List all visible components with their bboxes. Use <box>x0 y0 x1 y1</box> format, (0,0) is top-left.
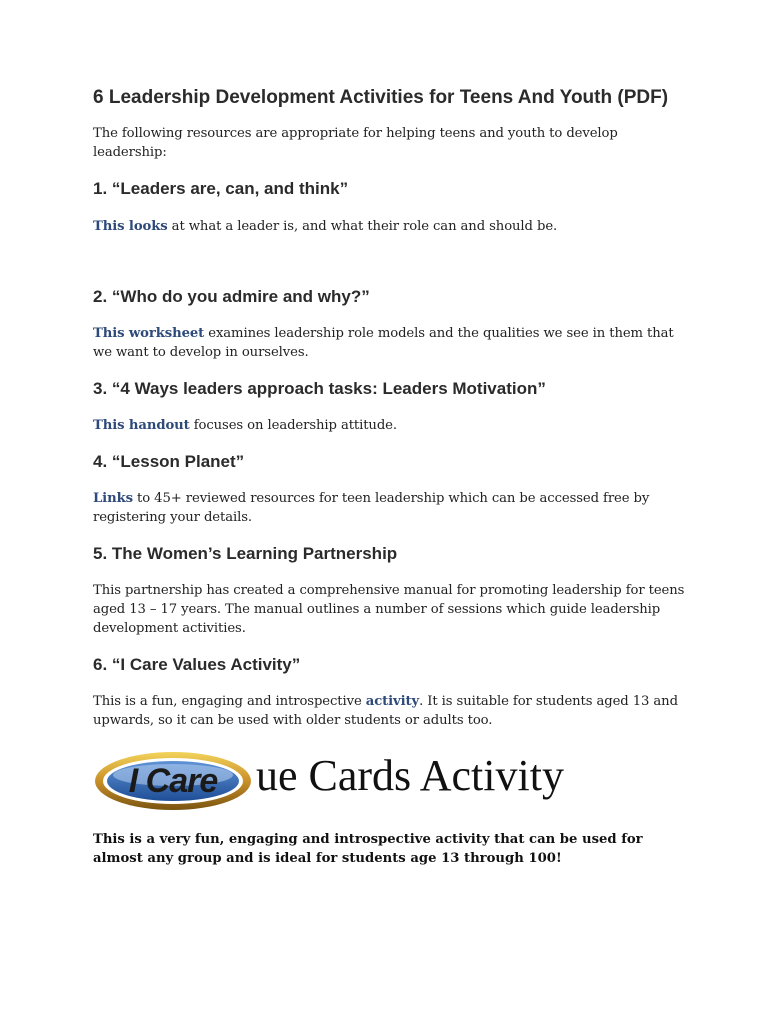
section-1-text: at what a leader is, and what their role can and should be. <box>167 219 558 234</box>
section-4-heading: 4. “Lesson Planet” <box>93 452 245 471</box>
page-title: 6 Leadership Development Activities for Teens And Youth (PDF) <box>93 87 669 108</box>
closing-paragraph: This is a very fun, engaging and introspective activity that can be used for almost any group and is ideal for students age 13 through 100! <box>93 832 643 866</box>
section-2-description <box>93 324 693 362</box>
intro-paragraph: The following resources are appropriate for helping teens and youth to develop leadership: <box>93 126 618 160</box>
section-3-link[interactable]: This handout <box>93 418 190 433</box>
section-4-link[interactable]: Links <box>93 491 133 506</box>
section-3-heading: 3. “4 Ways leaders approach tasks: Leaders Motivation” <box>93 379 546 398</box>
section-5-description: This partnership has created a comprehensive manual for promoting leadership for teens aged 13 – 17 years. The manual outlines a number of sessions which guide leadership development activities. <box>93 583 685 636</box>
i-care-banner <box>93 746 653 816</box>
section-1-link[interactable]: This looks <box>93 219 168 234</box>
i-care-logo-text: I Care <box>128 762 218 800</box>
section-4-description <box>93 489 693 527</box>
i-care-logo <box>93 750 253 812</box>
section-1-description <box>93 217 693 236</box>
section-2-link[interactable]: This worksheet <box>93 326 205 341</box>
section-3-text: focuses on leadership attitude. <box>189 418 397 433</box>
article <box>93 86 693 881</box>
section-2-heading: 2. “Who do you admire and why?” <box>93 287 370 306</box>
section-5-heading: 5. The Women’s Learning Partnership <box>93 544 398 563</box>
section-6-link[interactable]: activity <box>365 694 420 709</box>
section-1-heading: 1. “Leaders are, can, and think” <box>93 179 349 198</box>
section-2-text: examines leadership role models and the qualities we see in them that we want to develop in ourselves. <box>93 326 674 360</box>
section-3-description <box>93 416 693 435</box>
banner-title: ue Cards Activity <box>256 751 564 800</box>
section-6-text-after: . It is suitable for students aged 13 and upwards, so it can be used with older students or adults too. <box>93 694 678 728</box>
section-4-text: to 45+ reviewed resources for teen leadership which can be accessed free by registering your details. <box>93 491 650 525</box>
section-6-heading: 6. “I Care Values Activity” <box>93 655 301 674</box>
section-6-text-before: This is a fun, engaging and introspective <box>93 694 366 709</box>
section-6-description <box>93 692 693 730</box>
